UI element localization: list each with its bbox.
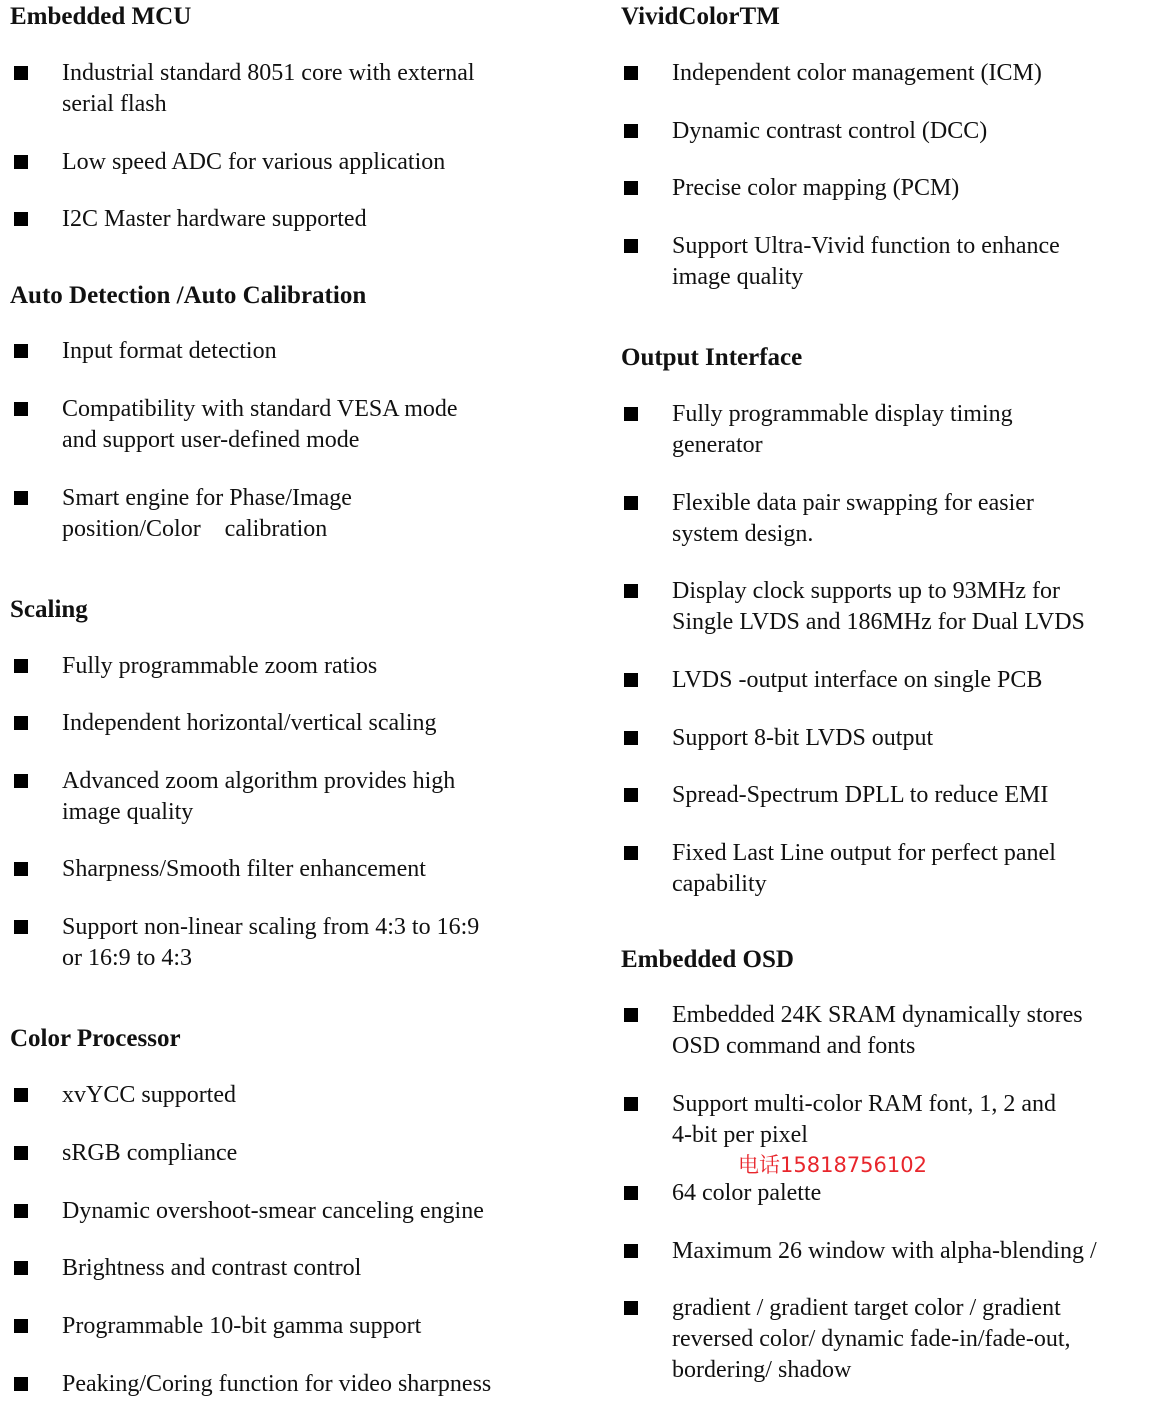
section-title-output-interface: Output Interface bbox=[621, 344, 803, 371]
bullet-square-icon bbox=[14, 1261, 28, 1275]
bullet-square-icon bbox=[14, 66, 28, 80]
section-title-color-processor: Color Processor bbox=[10, 1025, 181, 1052]
bullet-square-icon bbox=[624, 1008, 638, 1022]
bullet-square-icon bbox=[14, 344, 28, 358]
bullet-square-icon bbox=[624, 584, 638, 598]
section-title-vividcolor: VividColorTM bbox=[621, 3, 780, 30]
bullet-square-icon bbox=[624, 124, 638, 138]
section-title-embedded-osd: Embedded OSD bbox=[621, 946, 794, 973]
bullet-square-icon bbox=[624, 496, 638, 510]
bullet-square-icon bbox=[624, 1244, 638, 1258]
bullet-square-icon bbox=[14, 1377, 28, 1391]
bullet-square-icon bbox=[14, 659, 28, 673]
bullet-square-icon bbox=[14, 862, 28, 876]
bullet-square-icon bbox=[624, 788, 638, 802]
section-title-embedded-mcu: Embedded MCU bbox=[10, 3, 192, 30]
bullet-square-icon bbox=[14, 716, 28, 730]
bullet-square-icon bbox=[14, 1319, 28, 1333]
bullet-square-icon bbox=[14, 212, 28, 226]
bullet-square-icon bbox=[14, 774, 28, 788]
phone-number-overlay: 电话15818756102 bbox=[738, 1153, 927, 1177]
bullet-square-icon bbox=[14, 155, 28, 169]
bullet-square-icon bbox=[624, 239, 638, 253]
bullet-square-icon bbox=[624, 1097, 638, 1111]
bullet-square-icon bbox=[624, 1186, 638, 1200]
bullet-square-icon bbox=[624, 1301, 638, 1315]
bullet-square-icon bbox=[624, 731, 638, 745]
bullet-square-icon bbox=[14, 1146, 28, 1160]
bullet-square-icon bbox=[624, 66, 638, 80]
bullet-square-icon bbox=[624, 673, 638, 687]
bullet-square-icon bbox=[14, 1088, 28, 1102]
bullet-square-icon bbox=[624, 846, 638, 860]
bullet-square-icon bbox=[624, 181, 638, 195]
section-title-scaling: Scaling bbox=[10, 596, 88, 623]
bullet-square-icon bbox=[14, 920, 28, 934]
bullet-square-icon bbox=[14, 1204, 28, 1218]
bullet-square-icon bbox=[624, 407, 638, 421]
section-title-auto-detection: Auto Detection /Auto Calibration bbox=[10, 282, 367, 309]
bullet-square-icon bbox=[14, 402, 28, 416]
bullet-square-icon bbox=[14, 491, 28, 505]
